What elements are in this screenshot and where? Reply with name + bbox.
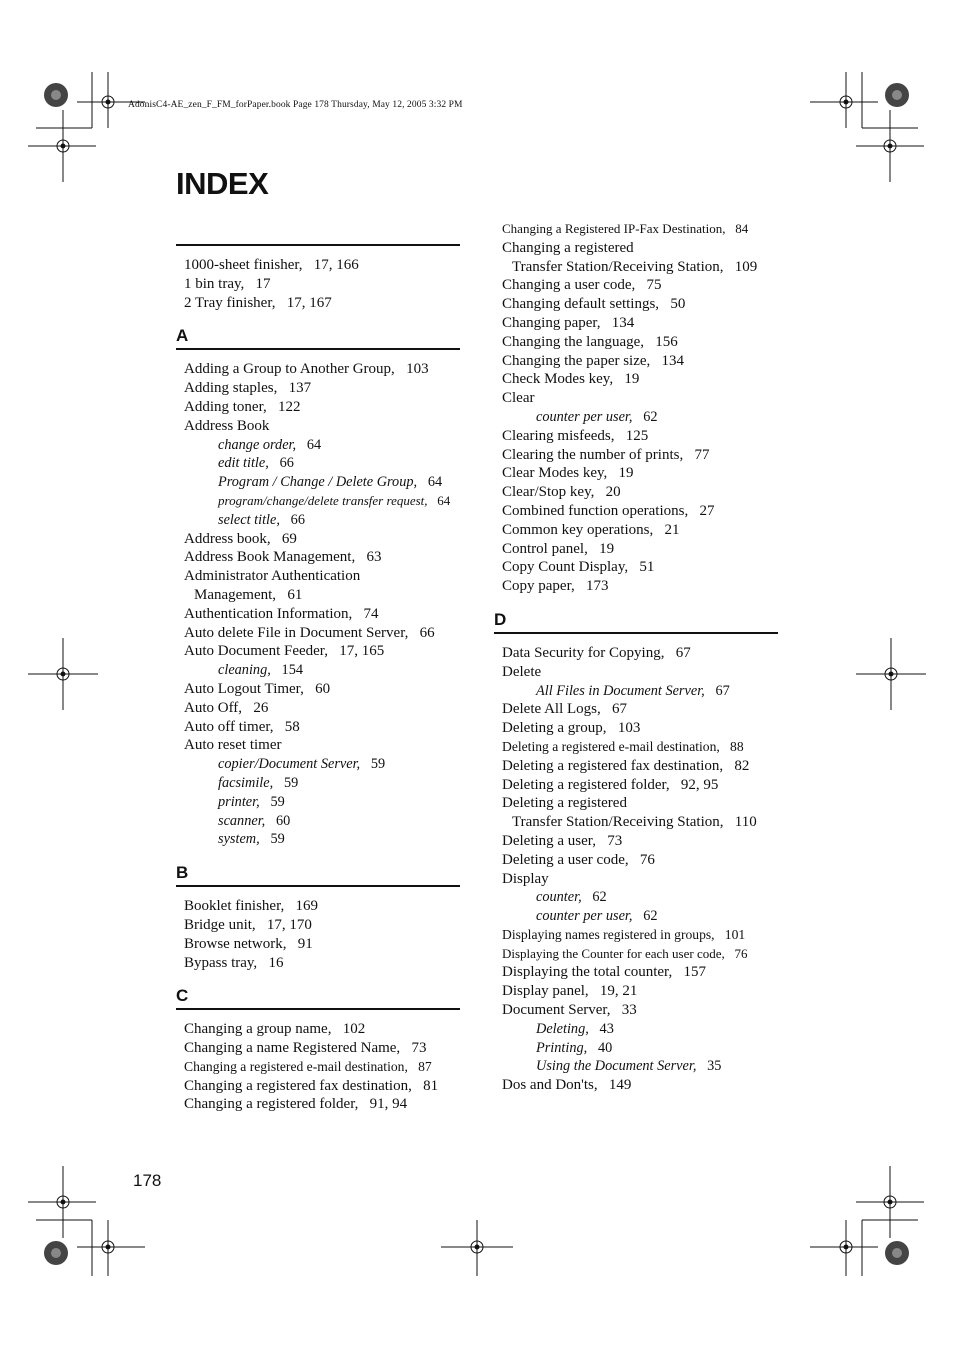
- index-entry: [184, 1020, 460, 1039]
- section-rule: [176, 885, 460, 887]
- entry-term: Deleting a user,: [502, 832, 596, 849]
- index-entry: [184, 398, 460, 417]
- index-entry: [184, 1058, 460, 1077]
- index-entry: [502, 220, 778, 239]
- entry-page-ref[interactable]: 33: [621, 1002, 637, 1019]
- entry-page-ref[interactable]: 19, 21: [599, 983, 638, 1000]
- entry-term: Displaying names registered in groups,: [502, 926, 715, 942]
- index-entry-list: [494, 220, 778, 596]
- entry-term: Clear: [502, 390, 535, 407]
- index-entry: [184, 1077, 460, 1096]
- entry-page-ref[interactable]: 40: [597, 1039, 613, 1056]
- index-entry: [502, 502, 778, 521]
- entry-page-ref[interactable]: 102: [342, 1021, 366, 1038]
- entry-term: Clear Modes key,: [502, 465, 608, 482]
- entry-page-ref[interactable]: 125: [625, 427, 649, 444]
- entry-term: Adding a Group to Another Group,: [184, 361, 395, 378]
- entry-page-ref[interactable]: 59: [270, 831, 285, 848]
- entry-page-ref[interactable]: 103: [617, 720, 641, 737]
- entry-page-ref[interactable]: 73: [607, 832, 623, 849]
- entry-term: Auto off timer,: [184, 718, 274, 735]
- index-entry: [184, 294, 460, 313]
- entry-page-ref[interactable]: 20: [605, 484, 621, 501]
- entry-term: Dos and Don'ts,: [502, 1077, 598, 1094]
- index-subentry: [184, 511, 460, 530]
- entry-page-ref[interactable]: 19: [624, 371, 640, 388]
- entry-term: Display panel,: [502, 983, 589, 1000]
- index-entry: [502, 464, 778, 483]
- index-entry: [502, 239, 778, 258]
- entry-page-ref[interactable]: 64: [427, 474, 443, 491]
- entry-page-ref[interactable]: 92, 95: [680, 776, 719, 793]
- entry-page-ref[interactable]: 27: [699, 502, 715, 519]
- index-entry: [502, 926, 778, 945]
- entry-term: Changing a registered folder,: [184, 1096, 359, 1113]
- index-entry: [184, 1095, 460, 1114]
- section-letter-b: B: [176, 863, 189, 883]
- entry-page-ref[interactable]: 67: [715, 682, 730, 699]
- entry-page-ref[interactable]: 82: [734, 757, 750, 774]
- entry-term: Changing a registered: [502, 239, 634, 256]
- entry-term: Address book,: [184, 530, 271, 547]
- entry-term: facsimile,: [218, 774, 274, 791]
- entry-term: Displaying the Counter for each user code,: [502, 945, 725, 961]
- index-entry-list: [494, 644, 778, 1095]
- entry-term: Deleting,: [536, 1020, 589, 1037]
- entry-term: Address Book Management,: [184, 549, 356, 566]
- index-column-right: [494, 220, 778, 1109]
- entry-page-ref[interactable]: 17, 166: [313, 257, 359, 273]
- index-column-left: [176, 220, 460, 1128]
- section-letter-c: C: [176, 986, 189, 1006]
- index-entry: [184, 548, 460, 567]
- entry-page-ref[interactable]: 134: [611, 314, 635, 331]
- entry-page-ref[interactable]: 59: [270, 793, 285, 810]
- entry-term: Address Book: [184, 417, 270, 434]
- section-rule: [176, 1008, 460, 1010]
- index-entry: [502, 370, 778, 389]
- index-entry: [184, 935, 460, 954]
- entry-term: Changing paper,: [502, 314, 601, 331]
- entry-term: Deleting a user code,: [502, 851, 629, 868]
- index-entry: [502, 446, 778, 465]
- entry-term: Common key operations,: [502, 521, 654, 538]
- index-subentry: [184, 774, 460, 793]
- entry-page-ref[interactable]: 76: [734, 945, 748, 961]
- entry-term: Auto reset timer: [184, 737, 282, 754]
- index-entry: [184, 736, 460, 755]
- entry-page-ref[interactable]: 17, 170: [266, 916, 312, 933]
- entry-page-ref[interactable]: 61: [287, 586, 303, 603]
- entry-page-ref[interactable]: 122: [277, 398, 301, 415]
- index-subentry: [184, 473, 460, 492]
- entry-page-ref[interactable]: 74: [363, 605, 379, 622]
- index-subentry: [502, 682, 778, 701]
- entry-term: counter per user,: [536, 408, 633, 425]
- index-subentry: [502, 1039, 778, 1058]
- index-entry: [502, 870, 778, 889]
- index-entry-list: [176, 897, 460, 972]
- entry-page-ref[interactable]: 134: [661, 352, 685, 369]
- entry-page-ref[interactable]: 110: [734, 814, 757, 831]
- index-entry: [502, 757, 778, 776]
- index-entry: [184, 530, 460, 549]
- page-title: INDEX: [176, 166, 269, 201]
- entry-term: cleaning,: [218, 662, 271, 679]
- entry-term: Display: [502, 870, 549, 887]
- entry-term: scanner,: [218, 812, 266, 829]
- entry-term: program/change/delete transfer request,: [218, 492, 428, 508]
- index-subentry: [184, 661, 460, 680]
- index-entry: [184, 718, 460, 737]
- index-entry: [502, 276, 778, 295]
- index-entry: [502, 738, 778, 757]
- index-subentry: [502, 1020, 778, 1039]
- entry-page-ref[interactable]: 84: [735, 221, 749, 236]
- index-entry: [502, 813, 778, 832]
- entry-page-ref[interactable]: 60: [315, 680, 331, 697]
- index-entry: [502, 427, 778, 446]
- entry-page-ref[interactable]: 67: [611, 701, 627, 718]
- index-subentry: [184, 830, 460, 849]
- entry-page-ref[interactable]: 63: [366, 549, 382, 566]
- index-entry: [502, 982, 778, 1001]
- entry-page-ref[interactable]: 51: [639, 559, 655, 576]
- entry-term: Clearing the number of prints,: [502, 446, 684, 463]
- index-entry: [502, 389, 778, 408]
- index-entry: [184, 605, 460, 624]
- entry-term: All Files in Document Server,: [536, 682, 705, 699]
- entry-page-ref[interactable]: 59: [370, 756, 386, 773]
- entry-page-ref[interactable]: 156: [655, 333, 678, 350]
- entry-term: Check Modes key,: [502, 371, 614, 388]
- index-entry: [184, 680, 460, 699]
- entry-page-ref[interactable]: 62: [643, 908, 658, 925]
- entry-term: Bypass tray,: [184, 954, 258, 971]
- index-subentry: [184, 812, 460, 831]
- index-entry-list: [176, 256, 460, 312]
- entry-term: Management,: [194, 586, 277, 603]
- entry-term: Transfer Station/Receiving Station,: [512, 258, 724, 275]
- index-entry: [502, 794, 778, 813]
- entry-term: Delete: [502, 663, 542, 680]
- entry-term: Bridge unit,: [184, 916, 256, 933]
- entry-term: Auto delete File in Document Server,: [184, 624, 409, 641]
- entry-term: Deleting a registered folder,: [502, 776, 670, 793]
- index-entry: [184, 897, 460, 916]
- entry-term: edit title,: [218, 455, 269, 472]
- entry-page-ref[interactable]: 67: [675, 644, 691, 661]
- entry-page-ref[interactable]: 76: [639, 851, 655, 868]
- entry-term: Changing the paper size,: [502, 352, 651, 369]
- entry-page-ref[interactable]: 73: [411, 1040, 427, 1057]
- entry-page-ref[interactable]: 64: [437, 492, 451, 508]
- entry-term: Auto Off,: [184, 699, 243, 716]
- entry-term: Using the Document Server,: [536, 1058, 697, 1075]
- section-letter-a: A: [176, 326, 189, 346]
- index-entry: [184, 624, 460, 643]
- index-entry: [502, 776, 778, 795]
- index-subentry: [184, 793, 460, 812]
- entry-page-ref[interactable]: 17, 165: [339, 643, 385, 660]
- entry-term: Changing a Registered IP-Fax Destination,: [502, 221, 726, 236]
- index-entry: [502, 314, 778, 333]
- entry-term: Changing a group name,: [184, 1021, 332, 1038]
- entry-term: select title,: [218, 511, 280, 528]
- entry-page-ref[interactable]: 101: [724, 926, 746, 942]
- entry-page-ref[interactable]: 43: [599, 1020, 614, 1037]
- section-rule: [494, 632, 778, 634]
- entry-page-ref[interactable]: 103: [406, 361, 429, 378]
- entry-term: Control panel,: [502, 540, 588, 557]
- entry-term: Changing default settings,: [502, 296, 660, 313]
- entry-term: Program / Change / Delete Group,: [218, 474, 418, 491]
- entry-page-ref[interactable]: 69: [281, 530, 297, 547]
- entry-page-ref[interactable]: 62: [592, 889, 607, 906]
- index-subentry: [502, 1057, 778, 1076]
- index-entry: [184, 417, 460, 436]
- index-subentry: [184, 436, 460, 455]
- entry-page-ref[interactable]: 19: [618, 465, 634, 482]
- index-entry: [184, 360, 460, 379]
- index-entry: [502, 521, 778, 540]
- index-entry: [502, 352, 778, 371]
- entry-page-ref[interactable]: 21: [664, 521, 680, 538]
- entry-page-ref[interactable]: 17: [255, 275, 271, 292]
- entry-page-ref[interactable]: 169: [295, 898, 318, 915]
- index-subentry: [184, 492, 460, 511]
- entry-page-ref[interactable]: 66: [290, 511, 305, 528]
- index-subentry: [502, 888, 778, 907]
- entry-term: Clearing misfeeds,: [502, 427, 615, 444]
- entry-page-ref[interactable]: 157: [683, 964, 706, 981]
- entry-page-ref[interactable]: 81: [423, 1077, 439, 1094]
- entry-page-ref[interactable]: 154: [281, 662, 303, 679]
- index-entry: [502, 644, 778, 663]
- index-entry: [502, 719, 778, 738]
- entry-term: Administrator Authentication: [184, 568, 361, 585]
- index-entry: [502, 295, 778, 314]
- entry-term: Changing the language,: [502, 333, 645, 350]
- index-entry-list: [176, 360, 460, 849]
- entry-term: counter per user,: [536, 908, 633, 925]
- entry-term: Adding staples,: [184, 380, 278, 397]
- index-entry: [502, 1076, 778, 1095]
- entry-page-ref[interactable]: 149: [608, 1077, 632, 1094]
- index-entry: [502, 663, 778, 682]
- index-entry: [184, 275, 460, 294]
- index-entry: [184, 916, 460, 935]
- entry-term: Printing,: [536, 1039, 588, 1056]
- entry-page-ref[interactable]: 173: [585, 578, 609, 595]
- entry-term: Document Server,: [502, 1002, 611, 1019]
- print-job-header: AdonisC4-AE_zen_F_FM_forPaper.book Page 178 Thursday, May 12, 2005 3:32 PM: [128, 100, 463, 110]
- index-entry: [502, 333, 778, 352]
- index-entry: [184, 379, 460, 398]
- index-entry: [502, 577, 778, 596]
- entry-term: Auto Document Feeder,: [184, 643, 328, 660]
- index-subentry: [184, 755, 460, 774]
- index-subentry: [184, 454, 460, 473]
- entry-term: Changing a registered fax destination,: [184, 1077, 412, 1094]
- index-entry: [502, 483, 778, 502]
- index-entry: [502, 540, 778, 559]
- entry-term: Copy paper,: [502, 578, 575, 595]
- index-entry: [184, 642, 460, 661]
- entry-term: Browse network,: [184, 935, 287, 952]
- entry-page-ref[interactable]: 59: [283, 774, 299, 791]
- entry-term: change order,: [218, 436, 297, 453]
- entry-page-ref[interactable]: 35: [707, 1058, 722, 1075]
- entry-term: Deleting a group,: [502, 720, 607, 737]
- entry-term: counter,: [536, 889, 582, 906]
- entry-page-ref[interactable]: 66: [419, 624, 435, 641]
- index-subentry: [502, 408, 778, 427]
- entry-term: Displaying the total counter,: [502, 964, 673, 981]
- entry-term: Deleting a registered fax destination,: [502, 757, 724, 774]
- index-entry: [502, 258, 778, 277]
- entry-term: Changing a user code,: [502, 277, 636, 294]
- entry-page-ref[interactable]: 75: [646, 277, 662, 294]
- entry-term: Changing a registered e-mail destination,: [184, 1058, 408, 1074]
- entry-term: Deleting a registered: [502, 795, 627, 812]
- entry-term: system,: [218, 831, 260, 848]
- entry-page-ref[interactable]: 137: [288, 380, 312, 397]
- index-entry: [502, 963, 778, 982]
- index-entry: [502, 700, 778, 719]
- entry-term: printer,: [218, 793, 260, 810]
- entry-page-ref[interactable]: 91: [297, 935, 313, 952]
- entry-term: Authentication Information,: [184, 605, 353, 622]
- entry-page-ref[interactable]: 109: [734, 258, 758, 275]
- index-entry: [184, 586, 460, 605]
- entry-page-ref[interactable]: 91, 94: [369, 1096, 408, 1113]
- index-entry: [502, 851, 778, 870]
- index-entry: [502, 945, 778, 964]
- entry-page-ref[interactable]: 88: [730, 738, 744, 754]
- index-entry: [184, 567, 460, 586]
- entry-page-ref[interactable]: 50: [670, 296, 686, 313]
- index-entry: [502, 832, 778, 851]
- entry-term: Booklet finisher,: [184, 898, 285, 915]
- entry-page-ref[interactable]: 19: [599, 540, 615, 557]
- entry-page-ref[interactable]: 60: [276, 812, 291, 829]
- index-entry: [184, 256, 460, 275]
- entry-page-ref[interactable]: 77: [694, 446, 710, 463]
- entry-term: Adding toner,: [184, 398, 267, 415]
- entry-term: 2 Tray finisher,: [184, 294, 276, 311]
- entry-term: 1000-sheet finisher,: [184, 257, 303, 273]
- index-entry: [184, 954, 460, 973]
- entry-page-ref[interactable]: 66: [279, 455, 294, 472]
- entry-term: Data Security for Copying,: [502, 644, 665, 661]
- entry-page-ref[interactable]: 58: [284, 718, 300, 735]
- entry-page-ref[interactable]: 16: [268, 954, 284, 971]
- entry-term: Deleting a registered e-mail destination,: [502, 738, 720, 754]
- index-entry: [502, 1001, 778, 1020]
- entry-term: 1 bin tray,: [184, 275, 245, 292]
- entry-term: copier/Document Server,: [218, 756, 361, 773]
- entry-term: Combined function operations,: [502, 502, 689, 519]
- index-entry: [184, 1039, 460, 1058]
- entry-term: Clear/Stop key,: [502, 484, 595, 501]
- entry-page-ref[interactable]: 64: [306, 436, 322, 453]
- index-subentry: [502, 907, 778, 926]
- index-entry: [502, 558, 778, 577]
- entry-page-ref[interactable]: 26: [253, 699, 269, 716]
- entry-term: Transfer Station/Receiving Station,: [512, 814, 724, 831]
- entry-term: Changing a name Registered Name,: [184, 1040, 401, 1057]
- entry-term: Auto Logout Timer,: [184, 680, 304, 697]
- entry-term: Copy Count Display,: [502, 559, 629, 576]
- index-entry: [184, 699, 460, 718]
- section-rule: [176, 348, 460, 350]
- entry-page-ref[interactable]: 62: [643, 408, 658, 425]
- page-number: 178: [133, 1171, 162, 1190]
- entry-page-ref[interactable]: 87: [418, 1058, 432, 1074]
- entry-term: Delete All Logs,: [502, 701, 601, 718]
- entry-page-ref[interactable]: 17, 167: [286, 294, 332, 311]
- index-entry-list: [176, 1020, 460, 1114]
- section-rule: [176, 244, 460, 246]
- section-letter-d: D: [494, 609, 507, 629]
